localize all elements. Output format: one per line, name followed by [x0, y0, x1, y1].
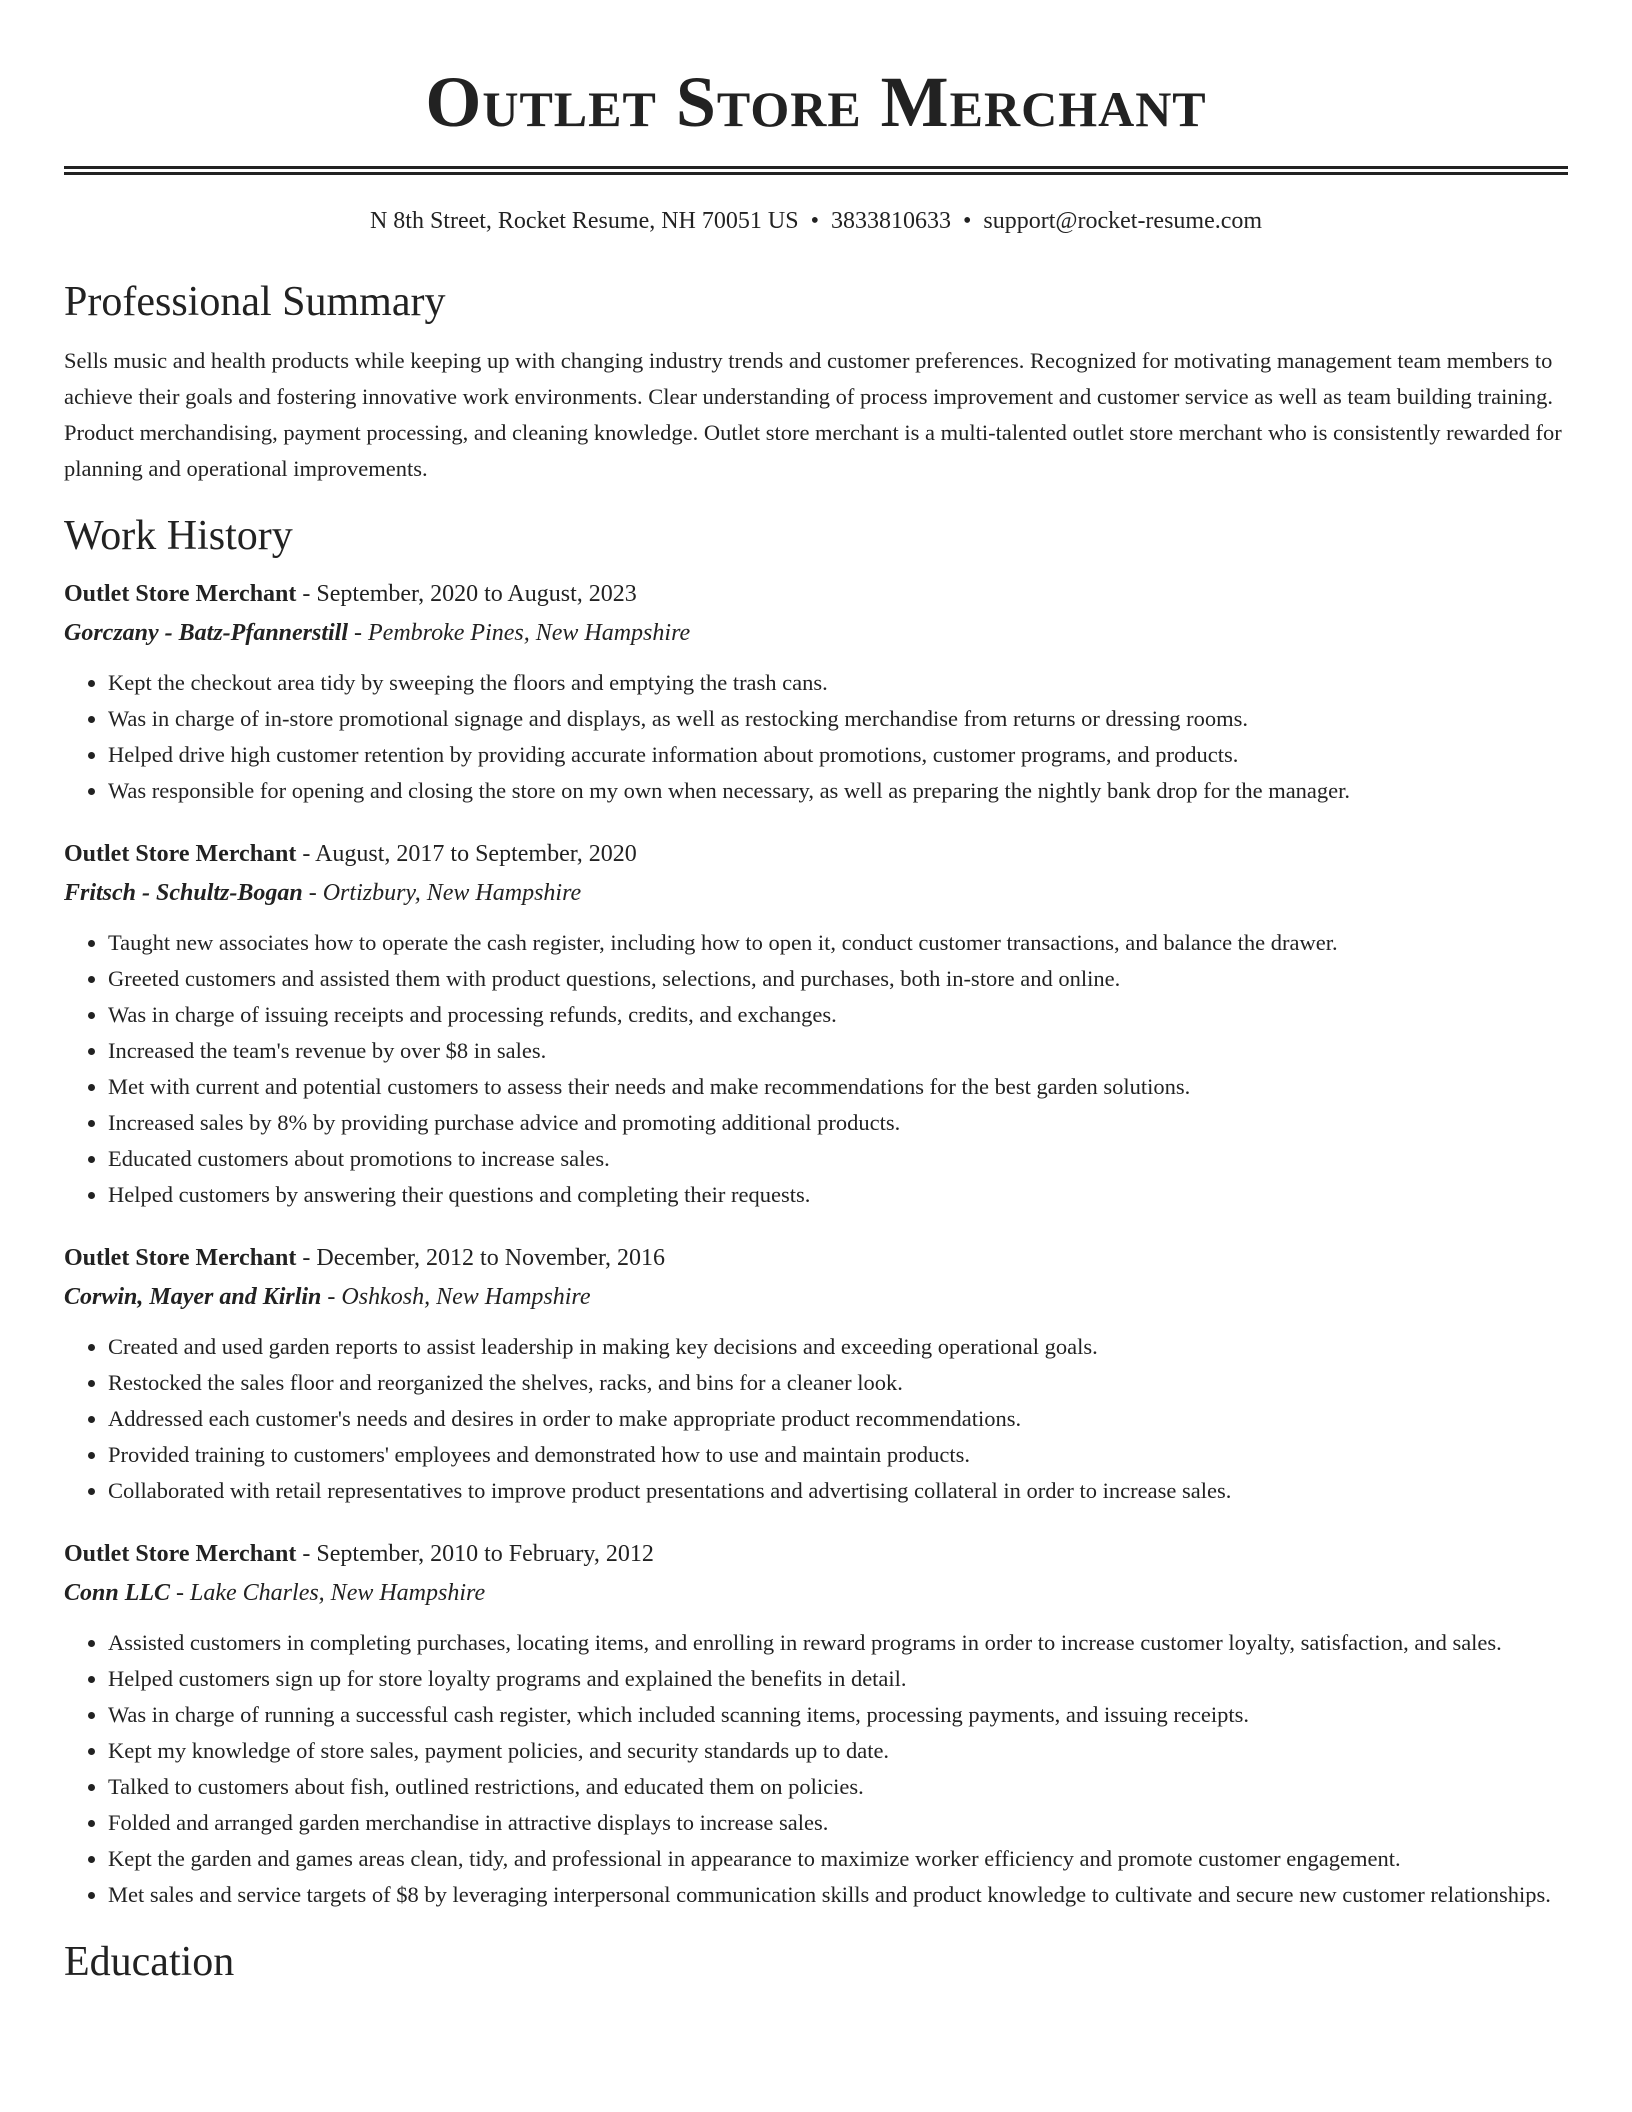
job-title: Outlet Store Merchant [64, 1541, 297, 1567]
contact-separator: • [810, 208, 819, 234]
job-title-line [64, 575, 1568, 613]
job-company: Fritsch - Schultz-Bogan [64, 880, 303, 906]
job-bullet: • Helped customers by answering their questions and completing their requests. [108, 1177, 1568, 1213]
work-history-heading: Work History [64, 513, 293, 559]
job-entry [64, 1239, 1568, 1509]
job-company-line [64, 1277, 1568, 1317]
job-bullet: • Educated customers about promotions to increase sales. [108, 1141, 1568, 1177]
job-location: - Pembroke Pines, New Hampshire [348, 620, 691, 646]
job-company: Conn LLC [64, 1580, 171, 1606]
job-bullet: • Folded and arranged garden merchandise in attractive displays to increase sales. [108, 1805, 1568, 1841]
job-company-line [64, 613, 1568, 653]
job-bullet: • Created and used garden reports to assist leadership in making key decisions and exceeding operational goals. [108, 1329, 1568, 1365]
contact-separator: • [962, 208, 972, 234]
job-title-line [64, 835, 1568, 873]
job-bullet: • Increased sales by 8% by providing purchase advice and promoting additional products. [108, 1105, 1568, 1141]
job-bullet: • Kept my knowledge of store sales, payment policies, and security standards up to date. [108, 1733, 1568, 1769]
job-dates: - August, 2017 to September, 2020 [296, 841, 637, 867]
job-bullet: • Kept the checkout area tidy by sweeping the floors and emptying the trash cans. [108, 665, 1568, 701]
job-bullet: • Was in charge of in-store promotional signage and displays, as well as restocking merchandise from returns or dressing rooms. [108, 701, 1568, 737]
job-location: - Ortizbury, New Hampshire [302, 880, 582, 906]
job-company: Gorczany - Batz-Pfannerstill [64, 620, 349, 646]
contact-phone: 3833810633 [830, 208, 951, 234]
job-bullet: • Taught new associates how to operate the cash register, including how to open it, conduct customer transactions, and balance the drawer. [108, 925, 1568, 961]
job-bullet: • Addressed each customer's needs and desires in order to make appropriate product recommendations. [108, 1401, 1568, 1437]
job-entry [64, 835, 1568, 1213]
job-company-line [64, 873, 1568, 913]
contact-email[interactable]: support@rocket-resume.com [983, 208, 1263, 234]
title-double-rule [64, 166, 1568, 175]
job-bullet: • Met with current and potential customers to assess their needs and make recommendations for the best garden solutions. [108, 1069, 1568, 1105]
job-bullets [64, 1625, 1568, 1913]
job-bullet: • Helped drive high customer retention by providing accurate information about promotions, customer programs, and products. [108, 737, 1568, 773]
job-title: Outlet Store Merchant [64, 841, 297, 867]
job-entry [64, 575, 1568, 809]
job-bullet: • Increased the team's revenue by over $8 in sales. [108, 1033, 1568, 1069]
job-title-line [64, 1535, 1568, 1573]
job-company-line [64, 1573, 1568, 1613]
job-company: Corwin, Mayer and Kirlin [64, 1284, 322, 1310]
job-bullet: • Provided training to customers' employees and demonstrated how to use and maintain products. [108, 1437, 1568, 1473]
contact-address: N 8th Street, Rocket Resume, NH 70051 US [369, 208, 799, 234]
contact-line [64, 205, 1568, 237]
job-dates: - September, 2010 to February, 2012 [296, 1541, 654, 1567]
job-dates: - September, 2020 to August, 2023 [296, 581, 637, 607]
resume-page [64, 0, 1568, 1987]
job-bullet: • Restocked the sales floor and reorganized the shelves, racks, and bins for a cleaner look. [108, 1365, 1568, 1401]
work-history-list [64, 575, 1568, 1913]
job-bullet: • Collaborated with retail representatives to improve product presentations and advertising collateral in order to increase sales. [108, 1473, 1568, 1509]
job-bullet: • Greeted customers and assisted them with product questions, selections, and purchases, both in-store and online. [108, 961, 1568, 997]
job-location: - Lake Charles, New Hampshire [170, 1580, 486, 1606]
summary-heading: Professional Summary [64, 279, 446, 325]
job-title: Outlet Store Merchant [64, 581, 297, 607]
job-bullet: • Assisted customers in completing purchases, locating items, and enrolling in reward programs in order to increase customer loyalty, satisfaction, and sales. [108, 1625, 1568, 1661]
job-bullet: • Talked to customers about fish, outlined restrictions, and educated them on policies. [108, 1769, 1568, 1805]
job-bullets [64, 1329, 1568, 1509]
job-title: Outlet Store Merchant [64, 1245, 297, 1271]
job-bullets [64, 925, 1568, 1213]
job-title-line [64, 1239, 1568, 1277]
job-bullet: • Helped customers sign up for store loyalty programs and explained the benefits in detail. [108, 1661, 1568, 1697]
job-dates: - December, 2012 to November, 2016 [296, 1245, 666, 1271]
resume-title: Outlet Store Merchant [425, 62, 1207, 142]
job-bullet: • Was responsible for opening and closing the store on my own when necessary, as well as preparing the nightly bank drop for the manager. [108, 773, 1568, 809]
job-bullet: • Kept the garden and games areas clean, tidy, and professional in appearance to maximize worker efficiency and promote customer engagement. [108, 1841, 1568, 1877]
job-bullet: • Met sales and service targets of $8 by leveraging interpersonal communication skills and product knowledge to cultivate and secure new customer relationships. [108, 1877, 1568, 1913]
education-heading: Education [64, 1939, 235, 1985]
job-bullets [64, 665, 1568, 809]
job-entry [64, 1535, 1568, 1913]
job-bullet: • Was in charge of issuing receipts and processing refunds, credits, and exchanges. [108, 997, 1568, 1033]
summary-text: Sells music and health products while keeping up with changing industry trends and customer preferences. Recognized for motivating management team members to achieve their goals and fostering innovative work environments. Clear understanding of process improvement and customer service as well as team building training. Product merchandising, payment processing, and cleaning knowledge. Outlet store merchant is a multi-talented outlet store merchant who is consistently rewarded for planning and operational improvements. [64, 348, 1562, 481]
job-location: - Oshkosh, New Hampshire [321, 1284, 591, 1310]
job-bullet: • Was in charge of running a successful cash register, which included scanning items, processing payments, and issuing receipts. [108, 1697, 1568, 1733]
